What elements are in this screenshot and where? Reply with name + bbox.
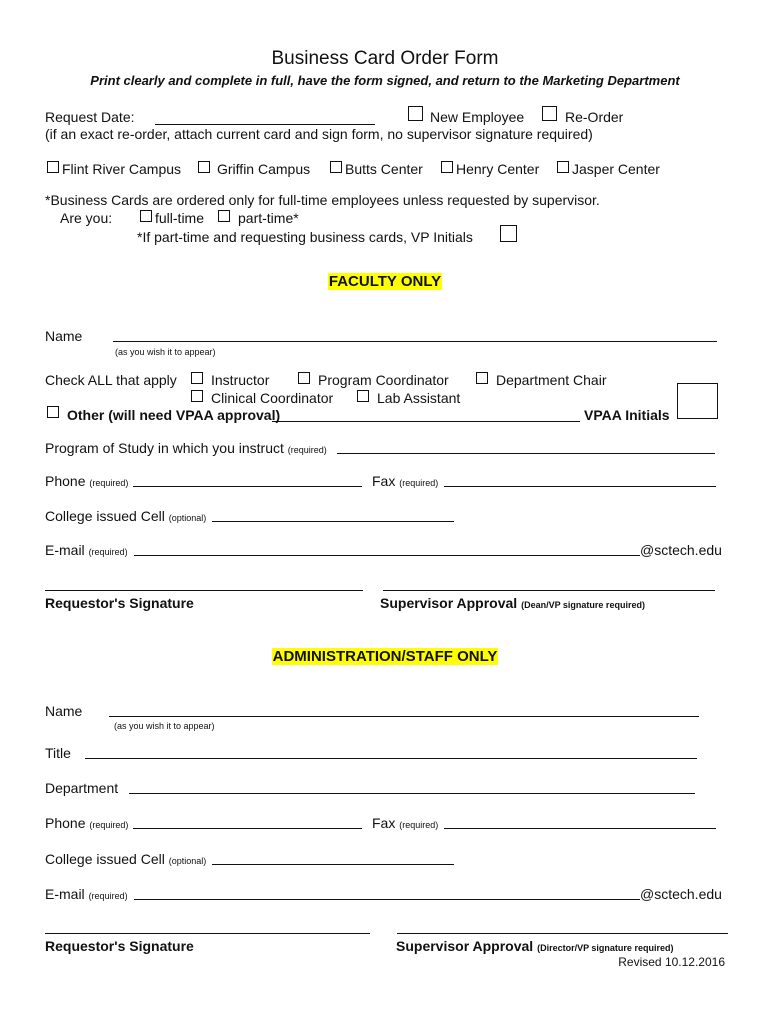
campus-label-henry: Henry Center — [456, 161, 540, 177]
reorder-checkbox[interactable] — [542, 106, 557, 121]
faculty-phone-label: Phone (required) — [45, 473, 129, 489]
campus-checkbox-henry[interactable] — [441, 161, 453, 173]
part-time-checkbox[interactable] — [218, 210, 230, 222]
admin-fax-field[interactable] — [444, 828, 716, 829]
other-field[interactable] — [272, 421, 580, 422]
faculty-name-hint: (as you wish it to appear) — [115, 347, 216, 357]
vpaa-initials-box[interactable] — [677, 383, 718, 419]
faculty-heading: FACULTY ONLY — [328, 273, 442, 290]
faculty-supervisor-note: (Dean/VP signature required) — [521, 600, 645, 610]
part-time-note: *If part-time and requesting business cards, VP Initials — [137, 229, 473, 245]
admin-name-hint: (as you wish it to appear) — [114, 721, 215, 731]
admin-title-field[interactable] — [85, 758, 697, 759]
admin-fax-label: Fax (required) — [372, 815, 439, 831]
request-date-field[interactable] — [155, 124, 375, 125]
request-date-label: Request Date: — [45, 109, 135, 125]
faculty-fax-required: (required) — [399, 478, 439, 488]
admin-supervisor-note: (Director/VP signature required) — [537, 943, 674, 953]
admin-title-label: Title — [45, 745, 71, 761]
faculty-cell-optional: (optional) — [168, 513, 207, 523]
program-of-study-field[interactable] — [337, 453, 715, 454]
admin-supervisor-signature-field[interactable] — [397, 933, 728, 934]
part-time-label: part-time* — [238, 210, 299, 226]
vpaa-initials-label: VPAA Initials — [584, 407, 670, 423]
admin-cell-field[interactable] — [212, 864, 454, 865]
admin-department-field[interactable] — [129, 793, 695, 794]
campus-checkbox-griffin[interactable] — [198, 161, 210, 173]
check-all-label: Check ALL that apply — [45, 372, 177, 388]
admin-department-label: Department — [45, 780, 119, 796]
faculty-requestor-signature-label: Requestor's Signature — [45, 595, 194, 611]
new-employee-checkbox[interactable] — [408, 106, 423, 121]
instructor-label: Instructor — [211, 372, 270, 388]
faculty-cell-field[interactable] — [212, 521, 454, 522]
program-required-hint: (required) — [287, 445, 327, 455]
admin-email-domain: @sctech.edu — [640, 886, 722, 902]
admin-phone-field[interactable] — [133, 828, 362, 829]
faculty-requestor-signature-field[interactable] — [45, 590, 363, 591]
employment-note: *Business Cards are ordered only for full-time employees unless requested by supervisor. — [45, 192, 600, 208]
other-checkbox[interactable] — [47, 406, 59, 418]
lab-assistant-label: Lab Assistant — [377, 390, 461, 406]
campus-label-flint-river: Flint River Campus — [62, 161, 182, 177]
faculty-email-required: (required) — [88, 547, 128, 557]
reorder-note: (if an exact re-order, attach current card and sign form, no supervisor signature required) — [45, 126, 593, 142]
campus-checkbox-butts[interactable] — [330, 161, 342, 173]
faculty-phone-required: (required) — [89, 478, 129, 488]
faculty-fax-field[interactable] — [444, 486, 716, 487]
reorder-label: Re-Order — [565, 109, 624, 125]
faculty-cell-label: College issued Cell (optional) — [45, 508, 207, 524]
faculty-phone-field[interactable] — [133, 486, 362, 487]
program-of-study-label: Program of Study in which you instruct (required) — [45, 440, 327, 456]
faculty-name-label: Name — [45, 328, 83, 344]
admin-requestor-signature-label: Requestor's Signature — [45, 938, 194, 954]
faculty-supervisor-label: Supervisor Approval (Dean/VP signature required) — [380, 595, 645, 611]
admin-fax-required: (required) — [399, 820, 439, 830]
admin-cell-optional: (optional) — [168, 856, 207, 866]
admin-phone-required: (required) — [89, 820, 129, 830]
admin-supervisor-label: Supervisor Approval (Director/VP signature required) — [396, 938, 674, 954]
faculty-email-label: E-mail (required) — [45, 542, 128, 558]
admin-email-label: E-mail (required) — [45, 886, 128, 902]
department-chair-checkbox[interactable] — [476, 372, 488, 384]
faculty-email-field[interactable] — [134, 555, 640, 556]
clinical-coordinator-checkbox[interactable] — [191, 390, 203, 402]
are-you-label: Are you: — [60, 210, 113, 226]
campus-label-griffin: Griffin Campus — [217, 161, 311, 177]
full-time-label: full-time — [155, 210, 205, 226]
admin-email-field[interactable] — [134, 899, 640, 900]
faculty-fax-label: Fax (required) — [372, 473, 439, 489]
clinical-coordinator-label: Clinical Coordinator — [211, 390, 334, 406]
campus-label-butts: Butts Center — [345, 161, 423, 177]
admin-name-field[interactable] — [109, 716, 699, 717]
faculty-name-field[interactable] — [113, 341, 717, 342]
admin-phone-label: Phone (required) — [45, 815, 129, 831]
campus-checkbox-flint-river[interactable] — [47, 161, 59, 173]
admin-cell-label: College issued Cell (optional) — [45, 851, 207, 867]
other-label: Other (will need VPAA approval) — [67, 407, 281, 423]
program-coordinator-checkbox[interactable] — [298, 372, 310, 384]
new-employee-label: New Employee — [430, 109, 525, 125]
campus-label-jasper: Jasper Center — [572, 161, 660, 177]
campus-checkbox-jasper[interactable] — [557, 161, 569, 173]
vp-initials-box[interactable] — [500, 225, 517, 242]
lab-assistant-checkbox[interactable] — [357, 390, 369, 402]
admin-requestor-signature-field[interactable] — [45, 933, 370, 934]
faculty-email-domain: @sctech.edu — [640, 542, 722, 558]
admin-email-required: (required) — [88, 891, 128, 901]
program-coordinator-label: Program Coordinator — [318, 372, 449, 388]
full-time-checkbox[interactable] — [140, 210, 152, 222]
admin-name-label: Name — [45, 703, 83, 719]
department-chair-label: Department Chair — [496, 372, 607, 388]
page-subtitle: Print clearly and complete in full, have the form signed, and return to the Marketing Department — [90, 73, 680, 88]
instructor-checkbox[interactable] — [191, 372, 203, 384]
page-title: Business Card Order Form — [271, 48, 499, 69]
revised-date: Revised 10.12.2016 — [618, 955, 725, 969]
faculty-supervisor-signature-field[interactable] — [383, 590, 715, 591]
admin-heading: ADMINISTRATION/STAFF ONLY — [272, 648, 498, 665]
